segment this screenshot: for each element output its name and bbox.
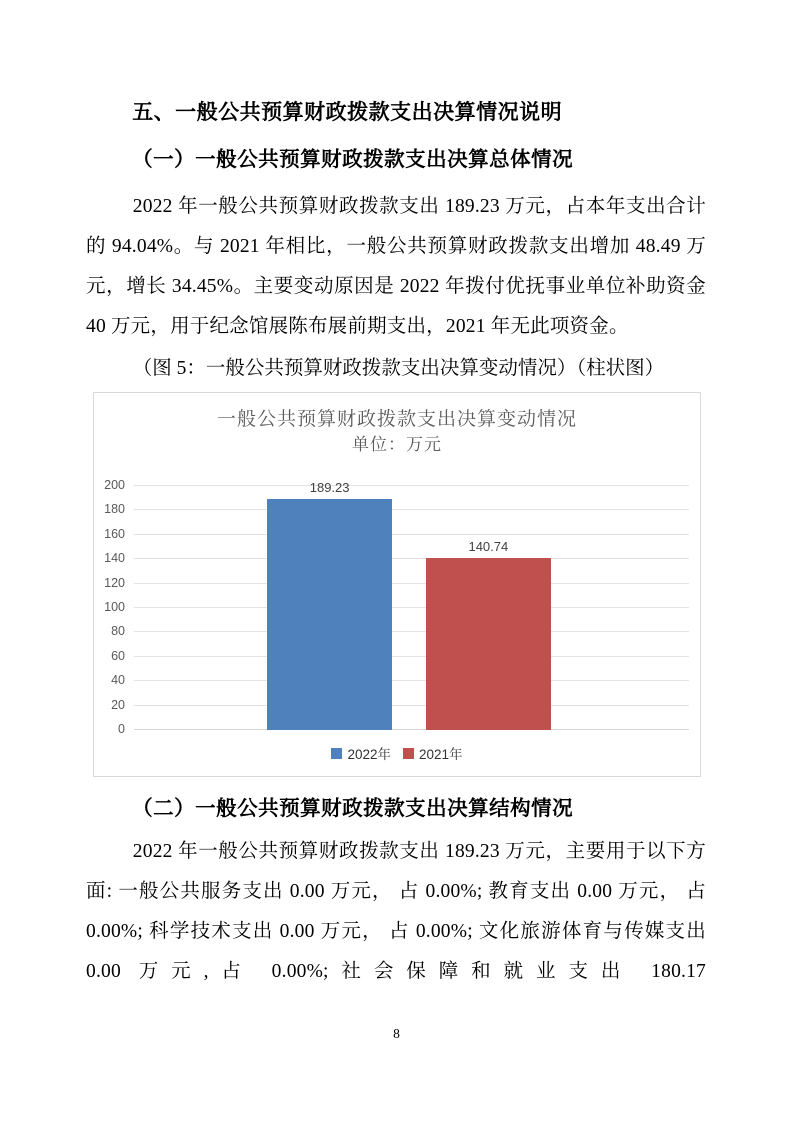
bar-data-label: 189.23 xyxy=(309,480,350,496)
subsection-heading-structure: （二）一般公共预算财政拨款支出决算结构情况 xyxy=(132,798,574,820)
plot-area xyxy=(104,478,689,736)
y-axis-tick-label: 160 xyxy=(104,526,125,541)
gridline xyxy=(111,697,689,712)
figure-5-bar-chart xyxy=(93,392,701,777)
y-axis-tick-label: 200 xyxy=(104,478,125,492)
y-axis-tick-label: 40 xyxy=(111,673,125,688)
y-axis-tick-label: 100 xyxy=(104,600,125,614)
legend-swatch-icon xyxy=(403,748,414,759)
bar-2021年 xyxy=(426,539,551,730)
legend-swatch-icon xyxy=(331,748,342,759)
gridline xyxy=(104,575,689,590)
gridline xyxy=(118,722,689,736)
paragraph-structure-situation: 2022 年一般公共预算财政拨款支出 189.23 万元，主要用于以下方面: 一般公共服务支出 0.00 万元， 占 0.00%; 教育支出 0.00 万元， 占 0.00%; 科学技术支出 0.00 万元， 占 0.00%; 文化旅游体育与传媒支出 0.00 万元,占 0.00%;社会保障和就业支出 180.17 xyxy=(86,841,706,982)
y-axis-tick-label: 80 xyxy=(111,624,125,639)
y-axis-tick-label: 0 xyxy=(118,722,125,736)
figure-caption: （图 5：一般公共预算财政拨款支出决算变动情况）（柱状图） xyxy=(132,358,665,379)
gridline xyxy=(104,551,689,566)
gridline xyxy=(104,600,689,614)
chart-unit-label: 单位：万元 xyxy=(352,435,442,454)
subsection-heading-overall: （一）一般公共预算财政拨款支出决算总体情况 xyxy=(132,149,574,171)
bar-data-label: 140.74 xyxy=(468,539,509,555)
chart-legend xyxy=(94,743,700,763)
gridline xyxy=(111,624,689,639)
gridline xyxy=(104,502,689,517)
page-number: 8 xyxy=(393,1026,400,1041)
paragraph-overall-situation: 2022 年一般公共预算财政拨款支出 189.23 万元，占本年支出合计的 94.04%。与 2021 年相比，一般公共预算财政拨款支出增加 48.49 万元，增长 34.45%。主要变动原因是 2022 年拨付优抚事业单位补助资金 40 万元，用于纪念馆展陈布展前期支出，2021 年无此项资金。 xyxy=(86,196,706,337)
y-axis-tick-label: 120 xyxy=(104,575,125,590)
chart-title: 一般公共预算财政拨款支出决算变动情况 xyxy=(216,409,577,430)
y-axis-tick-label: 20 xyxy=(111,697,125,712)
y-axis-tick-label: 180 xyxy=(104,502,125,517)
y-axis-tick-label: 140 xyxy=(104,551,125,566)
gridline xyxy=(111,648,689,663)
gridline xyxy=(104,526,689,541)
legend-label: 2022年 xyxy=(347,747,391,762)
y-axis-tick-label: 60 xyxy=(111,648,125,663)
gridline xyxy=(111,673,689,688)
legend-label: 2021年 xyxy=(419,747,463,762)
legend-item-2022年 xyxy=(331,743,391,763)
legend-item-2021年 xyxy=(403,743,463,763)
section-heading: 五、一般公共预算财政拨款支出决算情况说明 xyxy=(132,101,563,124)
bar-2022年 xyxy=(267,480,392,730)
